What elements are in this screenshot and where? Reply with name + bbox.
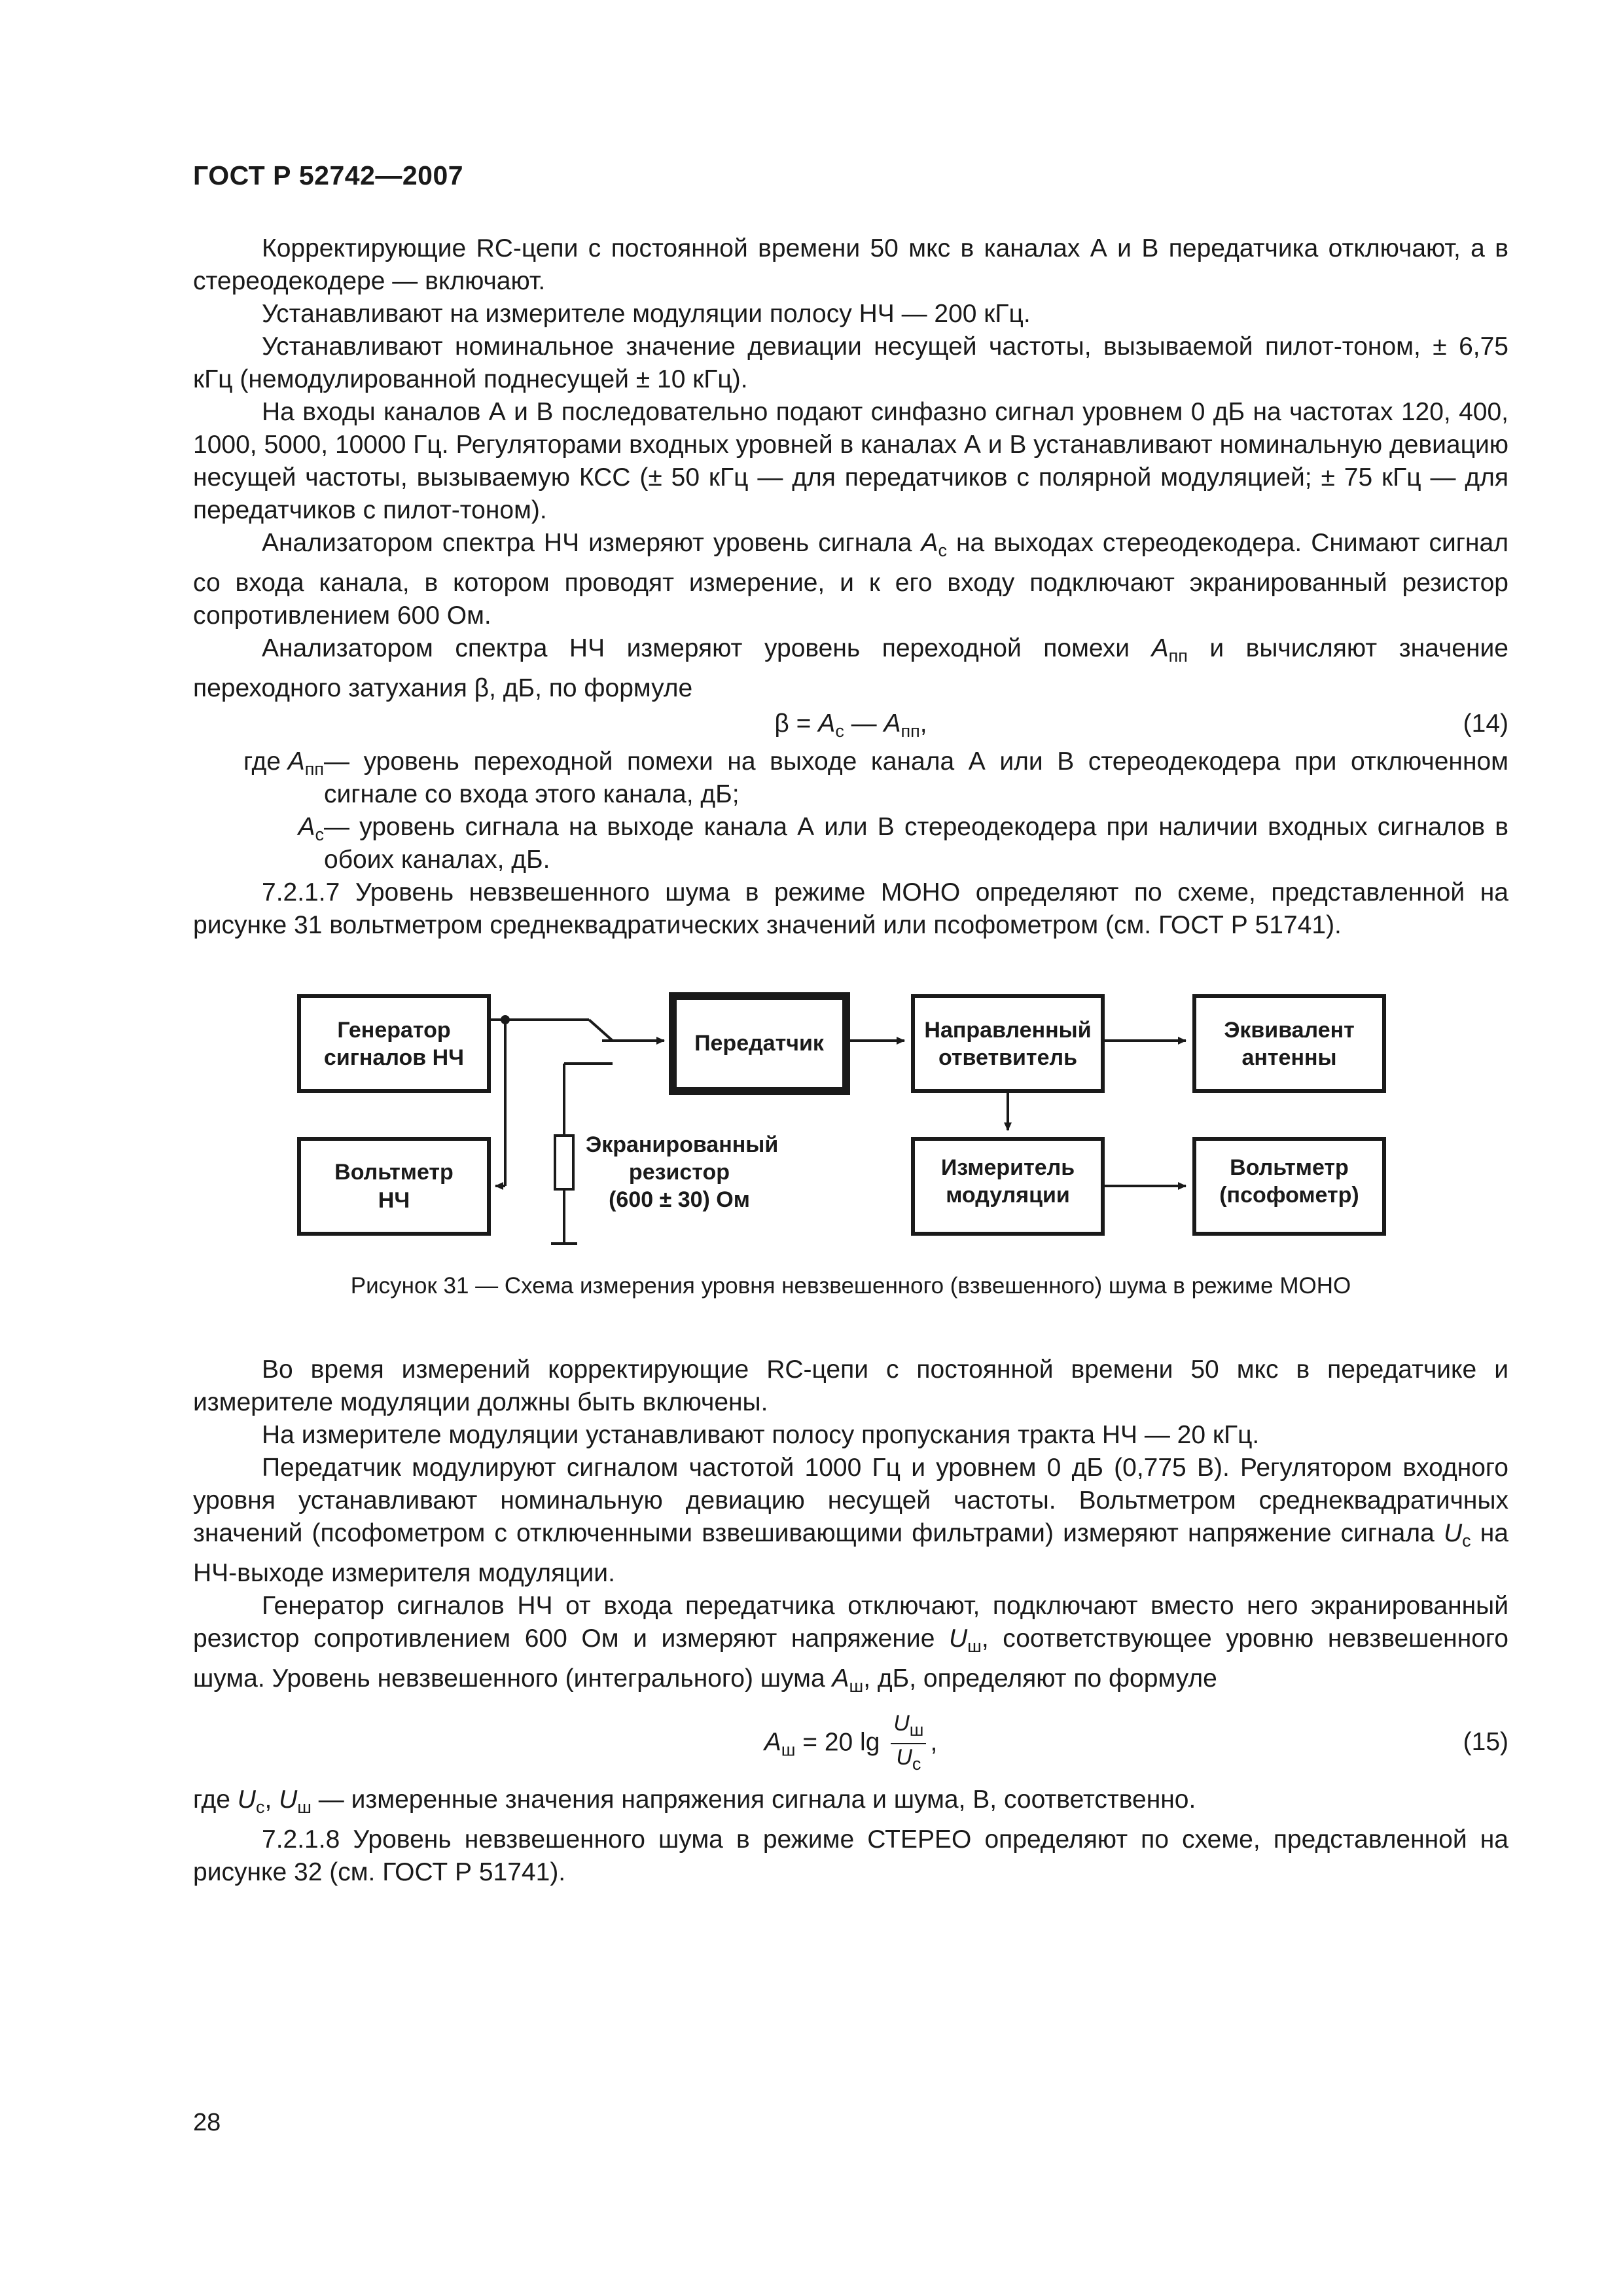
paragraph-inputs: На входы каналов А и В последовательно подают синфазно сигнал уровнем 0 дБ на частотах 120, 400, 1000, 5000, 10000 Гц. Регуляторами входных уровней в каналах А и В устанавливают номинальную девиацию несущей частоты, вызываемую КСС (± 50 кГц — для передатчиков с полярной модуляцией; ± 75 кГц — для передатчиков с пилот-тоном).: [193, 398, 1508, 524]
where-signal: $А_с$ — уровень сигнала на выходе канала А или В стереодекодера при наличии входных сигналов в обоих каналах, дБ.: [298, 813, 1508, 874]
antenna-label-2: антенны: [1241, 1045, 1337, 1070]
figure-caption: Рисунок 31 — Схема измерения уровня невзвешенного (взвешенного) шума в режиме МОНО: [350, 1273, 1351, 1299]
coupler-label-2: ответвитель: [938, 1045, 1078, 1070]
paragraph-noise-measure: Генератор сигналов НЧ от входа передатчика отключают, подключают вместо него экранированный резистор сопротивлением 600 Ом и измеряют напряжение $U_ш$, соответствующее уровню невзвешенного шума. Уровень невзвешенного (интегрального) шума $А_ш$, дБ, определяют по формуле: [193, 1592, 1508, 1696]
text-block-upper: [193, 232, 1508, 942]
paragraph-7-2-1-8: 7.2.1.8 Уровень невзвешенного шума в режиме СТЕРЕО определяют по схеме, представленной на рисунке 32 (см. ГОСТ Р 51741).: [193, 1825, 1508, 1886]
formula-14: $\beta = А_с$ — $А_{пп}$, (14): [193, 708, 1508, 744]
voltmeter-label-2: НЧ: [378, 1188, 410, 1213]
generator-box: [299, 996, 489, 1091]
resistor-symbol: [555, 1136, 573, 1189]
paragraph-crosstalk: Анализатором спектра НЧ измеряют уровень переходной помехи $А_{пп}$ и вычисляют значение переходного затухания β, дБ, по формуле: [193, 634, 1508, 702]
paragraph-deviation: Устанавливают номинальное значение девиации несущей частоты, вызываемой пилот-тоном, ± 6,75 кГц (немодулированной поднесущей ± 10 кГц).: [193, 332, 1508, 393]
resistor-label-2: резистор: [628, 1160, 730, 1185]
paragraph-modulate: Передатчик модулируют сигналом частотой 1000 Гц и уровнем 0 дБ (0,775 В). Регулятором входного уровня устанавливают номинальную девиацию несущей частоты. Вольтметром среднеквадратичных значений (псофометром с отключенными взвешивающими фильтрами) измеряют напряжение сигнала $U_с$ на НЧ-выходе измерителя модуляции.: [193, 1454, 1508, 1587]
psophometer-label-2: (псофометр): [1219, 1183, 1359, 1208]
formula-14-number: (14): [1463, 709, 1508, 738]
page-number: 28: [193, 2109, 221, 2136]
formula-15-number: (15): [1463, 1728, 1508, 1756]
where-crosstalk: где $А_{пп}$ — уровень переходной помехи на выходе канала А или В стереодекодера при отключенном сигнале со входа этого канала, дБ;: [243, 747, 1508, 808]
paragraph-lf-bandwidth: На измерителе модуляции устанавливают полосу пропускания тракта НЧ — 20 кГц.: [262, 1421, 1260, 1449]
paragraph-spectrum-analyzer: Анализатором спектра НЧ измеряют уровень сигнала $А_с$ на выходах стереодекодера. Снимают сигнал со входа канала, в котором проводят измерение, и к его входу подключают экранированный резистор сопротивлением 600 Ом.: [193, 529, 1508, 630]
paragraph-lf-band: Устанавливают на измерителе модуляции полосу НЧ — 200 кГц.: [262, 300, 1031, 328]
paragraph-rc-chains: Корректирующие RC-цепи с постоянной времени 50 мкс в каналах А и В передатчика отключают, а в стереодекодере — включают.: [193, 234, 1508, 295]
voltmeter-label-1: Вольтметр: [334, 1160, 454, 1185]
modmeter-label-1: Измеритель: [940, 1155, 1075, 1180]
voltmeter-lf-box: [299, 1139, 489, 1234]
resistor-label-1: Экранированный: [586, 1132, 779, 1157]
generator-label-2: сигналов НЧ: [323, 1045, 465, 1070]
modmeter-label-2: модуляции: [946, 1183, 1070, 1208]
psophometer-label-1: Вольтметр: [1230, 1155, 1349, 1180]
directional-coupler-box: [913, 996, 1103, 1091]
transmitter-label: Передатчик: [694, 1031, 824, 1056]
measurement-diagram: [288, 985, 1400, 1260]
text-block-lower: [193, 1354, 1508, 1889]
coupler-label-1: Направленный: [924, 1018, 1092, 1043]
paragraph-7-2-1-7: 7.2.1.7 Уровень невзвешенного шума в режиме МОНО определяют по схеме, представленной на рисунке 31 вольтметром среднеквадратических значений или псофометром (см. ГОСТ Р 51741).: [193, 878, 1508, 939]
where-voltages: где $U_с$, $U_ш$ — измеренные значения напряжения сигнала и шума, В, соответственно.: [193, 1785, 1196, 1817]
document-header: ГОСТ Р 52742—2007: [193, 160, 464, 190]
formula-15-fraction: $\frac{U_ш}{U_с}$: [891, 1710, 926, 1777]
antenna-label-1: Эквивалент: [1224, 1018, 1355, 1043]
antenna-equivalent-box: [1194, 996, 1384, 1091]
resistor-label-3: (600 ± 30) Ом: [609, 1187, 750, 1212]
generator-label-1: Генератор: [337, 1018, 451, 1043]
switch-blade: [589, 1020, 613, 1041]
formula-15: $А_ш = 20$ lg $\frac{U_ш}{U_с}$ , (15): [193, 1705, 1508, 1782]
paragraph-rc-enabled: Во время измерений корректирующие RC-цепи с постоянной времени 50 мкс в передатчике и измерителе модуляции должны быть включены.: [193, 1355, 1508, 1416]
